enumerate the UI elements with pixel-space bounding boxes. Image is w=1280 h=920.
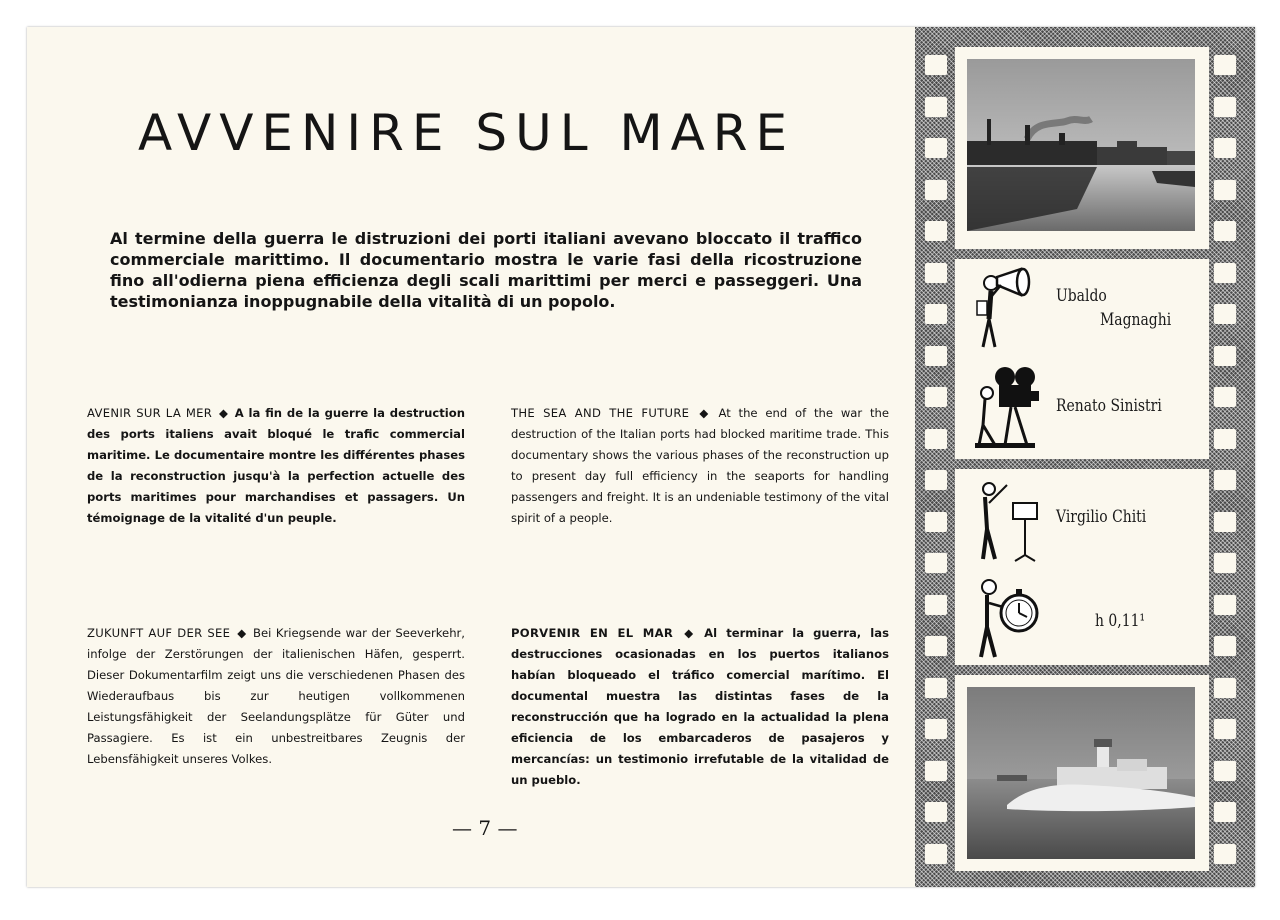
film-perforation — [925, 97, 947, 117]
film-perforation — [925, 761, 947, 781]
film-perforation — [1214, 138, 1236, 158]
film-perforation — [925, 470, 947, 490]
lighthouse-photo — [967, 687, 1195, 859]
film-perforation — [925, 553, 947, 573]
film-perforation — [925, 512, 947, 532]
director-first-name: Ubaldo — [1056, 286, 1107, 306]
film-frame-harbour — [955, 47, 1209, 249]
film-perforation — [1214, 97, 1236, 117]
diamond-bullet: ◆ — [695, 406, 713, 420]
film-strip — [915, 27, 1255, 887]
film-perforation — [1214, 221, 1236, 241]
cinematographer-name: Renato Sinistri — [1056, 396, 1162, 416]
film-perforation — [1214, 470, 1236, 490]
french-body: A la fin de la guerre la destruction des ports italiens avait bloqué le trafic commercial maritime. Le documentaire montre les différentes phases de la reconstruction jusqu'à la perfection actuelle des ports maritimes pour marchandises et passagers. Un témoignage de la vitalité d'un peuple. — [87, 406, 465, 525]
film-frame-credits-1 — [955, 259, 1209, 459]
film-perforation — [925, 346, 947, 366]
film-perforation — [1214, 844, 1236, 864]
film-perforation — [1214, 636, 1236, 656]
stopwatch-duration-icon — [973, 575, 1043, 661]
film-perforation — [1214, 719, 1236, 739]
film-perforation — [925, 387, 947, 407]
film-perforation — [1214, 429, 1236, 449]
film-perforation — [925, 55, 947, 75]
conductor-composer-icon — [973, 473, 1043, 563]
page-number: — 7 — — [452, 816, 518, 840]
film-perforation — [925, 844, 947, 864]
film-perforation — [1214, 553, 1236, 573]
english-heading: THE SEA AND THE FUTURE — [511, 406, 690, 420]
page-title: AVVENIRE SUL MARE — [138, 104, 796, 162]
spanish-paragraph — [511, 623, 889, 791]
film-perforation — [925, 180, 947, 200]
film-perforation — [925, 802, 947, 822]
german-paragraph — [87, 623, 465, 770]
film-frame-credits-2 — [955, 469, 1209, 665]
german-body: Bei Kriegsende war der Seeverkehr, infolge der Zerstörungen der italienischen Häfen, gesperrt. Dieser Dokumentarfilm zeigt uns die verschiedenen Phasen des Wiederaufbaus bis zur heutigen vollkommenen Leistungsfähigkeit der Seelandungsplätze für Güter und Passagiere. Es ist ein unbestreitbares Zeugnis der Lebensfähigkeit unseres Volkes. — [87, 626, 465, 766]
film-perforation — [925, 138, 947, 158]
spanish-heading: PORVENIR EN EL MAR — [511, 626, 674, 640]
diamond-bullet: ◆ — [679, 626, 699, 640]
film-perforation — [1214, 761, 1236, 781]
intro-paragraph: Al termine della guerra le distruzioni dei porti italiani avevano bloccato il traffico commerciale marittimo. Il documentario mostra le varie fasi della ricostruzione fino all'odierna piena efficienza degli scali marittimi per merci e passeggeri. Una testimonianza inoppugnabile della vitalità di un popolo. — [110, 229, 862, 311]
film-perforation — [925, 719, 947, 739]
film-perforation — [1214, 678, 1236, 698]
director-last-name: Magnaghi — [1100, 310, 1172, 330]
french-paragraph — [87, 403, 465, 529]
film-perforation — [925, 636, 947, 656]
film-perforation — [1214, 263, 1236, 283]
film-perforation — [925, 595, 947, 615]
spanish-body: Al terminar la guerra, las destrucciones ocasionadas en los puertos italianos habían bloqueado el tráfico comercial marítimo. El documental muestra las distintas fases de la reconstrucción que ha logrado en la actualidad la plena eficiencia de los embarcaderos de pasajeros y mercancías: un testimonio irrefutable de la vitalidad de un pueblo. — [511, 626, 889, 787]
french-heading: AVENIR SUR LA MER — [87, 406, 213, 420]
film-perforation — [925, 304, 947, 324]
duration: h 0,11¹ — [1095, 611, 1146, 631]
megaphone-director-icon — [973, 261, 1043, 351]
german-heading: ZUKUNFT AUF DER SEE — [87, 626, 231, 640]
film-perforation — [925, 263, 947, 283]
film-frame-lighthouse — [955, 675, 1209, 871]
composer-name: Virgilio Chiti — [1056, 507, 1147, 527]
film-perforation — [925, 678, 947, 698]
diamond-bullet: ◆ — [218, 406, 229, 420]
diamond-bullet: ◆ — [236, 626, 248, 640]
film-perforation — [1214, 512, 1236, 532]
film-perforation — [925, 221, 947, 241]
english-paragraph — [511, 403, 889, 529]
film-perforation — [1214, 387, 1236, 407]
film-perforation — [1214, 802, 1236, 822]
film-perforation — [1214, 346, 1236, 366]
film-perforation — [1214, 55, 1236, 75]
film-perforation — [925, 429, 947, 449]
harbour-photo — [967, 59, 1195, 231]
film-perforation — [1214, 180, 1236, 200]
film-perforation — [1214, 304, 1236, 324]
film-camera-operator-icon — [971, 363, 1041, 451]
film-perforation — [1214, 595, 1236, 615]
english-body: At the end of the war the destruction of the Italian ports had blocked maritime trade. This documentary shows the various phases of the reconstruction up to present day full efficiency in the seaports for handling passengers and freight. It is an undeniable testimony of the vital spirit of a people. — [511, 406, 889, 525]
